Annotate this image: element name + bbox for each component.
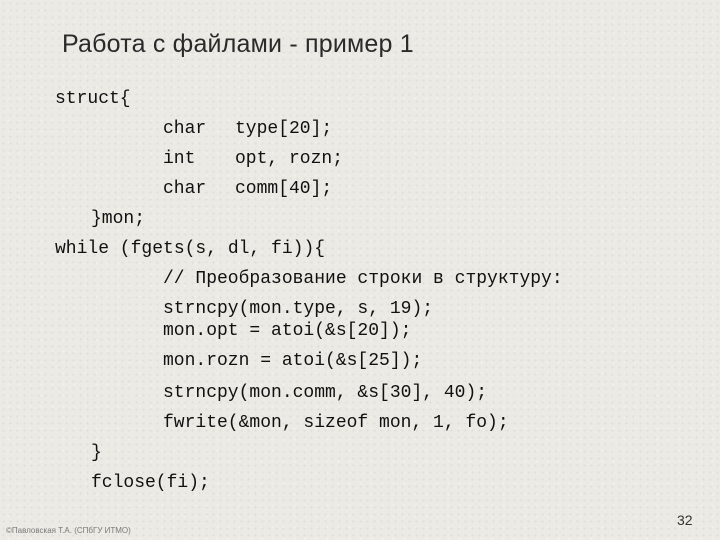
page-number: 32	[677, 512, 693, 528]
code-fclose-line: fclose(fi);	[91, 473, 210, 493]
code-comment-line: // Преобразование строки в структуру:	[163, 269, 563, 289]
code-atoi-opt: mon.opt = atoi(&s[20]);	[163, 321, 412, 341]
code-field3-type: char	[163, 179, 207, 199]
code-while-close: }	[91, 443, 102, 463]
code-field2-type: int	[163, 149, 196, 169]
code-struct-close: }mon;	[91, 209, 146, 229]
code-while-line: while (fgets(s, dl, fi)){	[55, 239, 326, 259]
code-strncpy-type: strncpy(mon.type, s, 19);	[163, 299, 434, 319]
code-strncpy-comm: strncpy(mon.comm, &s[30], 40);	[163, 383, 488, 403]
code-atoi-rozn: mon.rozn = atoi(&s[25]);	[163, 351, 423, 371]
code-field3-decl: comm[40];	[235, 179, 333, 199]
code-field1-decl: type[20];	[235, 119, 333, 139]
code-field1-type: char	[163, 119, 207, 139]
footer-author: ©Павловская Т.А. (СПбГУ ИТМО)	[6, 526, 131, 535]
code-field2-decl: opt, rozn;	[235, 149, 344, 169]
code-struct-open: struct{	[55, 89, 131, 109]
slide-title: Работа с файлами - пример 1	[62, 30, 414, 58]
code-fwrite-line: fwrite(&mon, sizeof mon, 1, fo);	[163, 413, 509, 433]
